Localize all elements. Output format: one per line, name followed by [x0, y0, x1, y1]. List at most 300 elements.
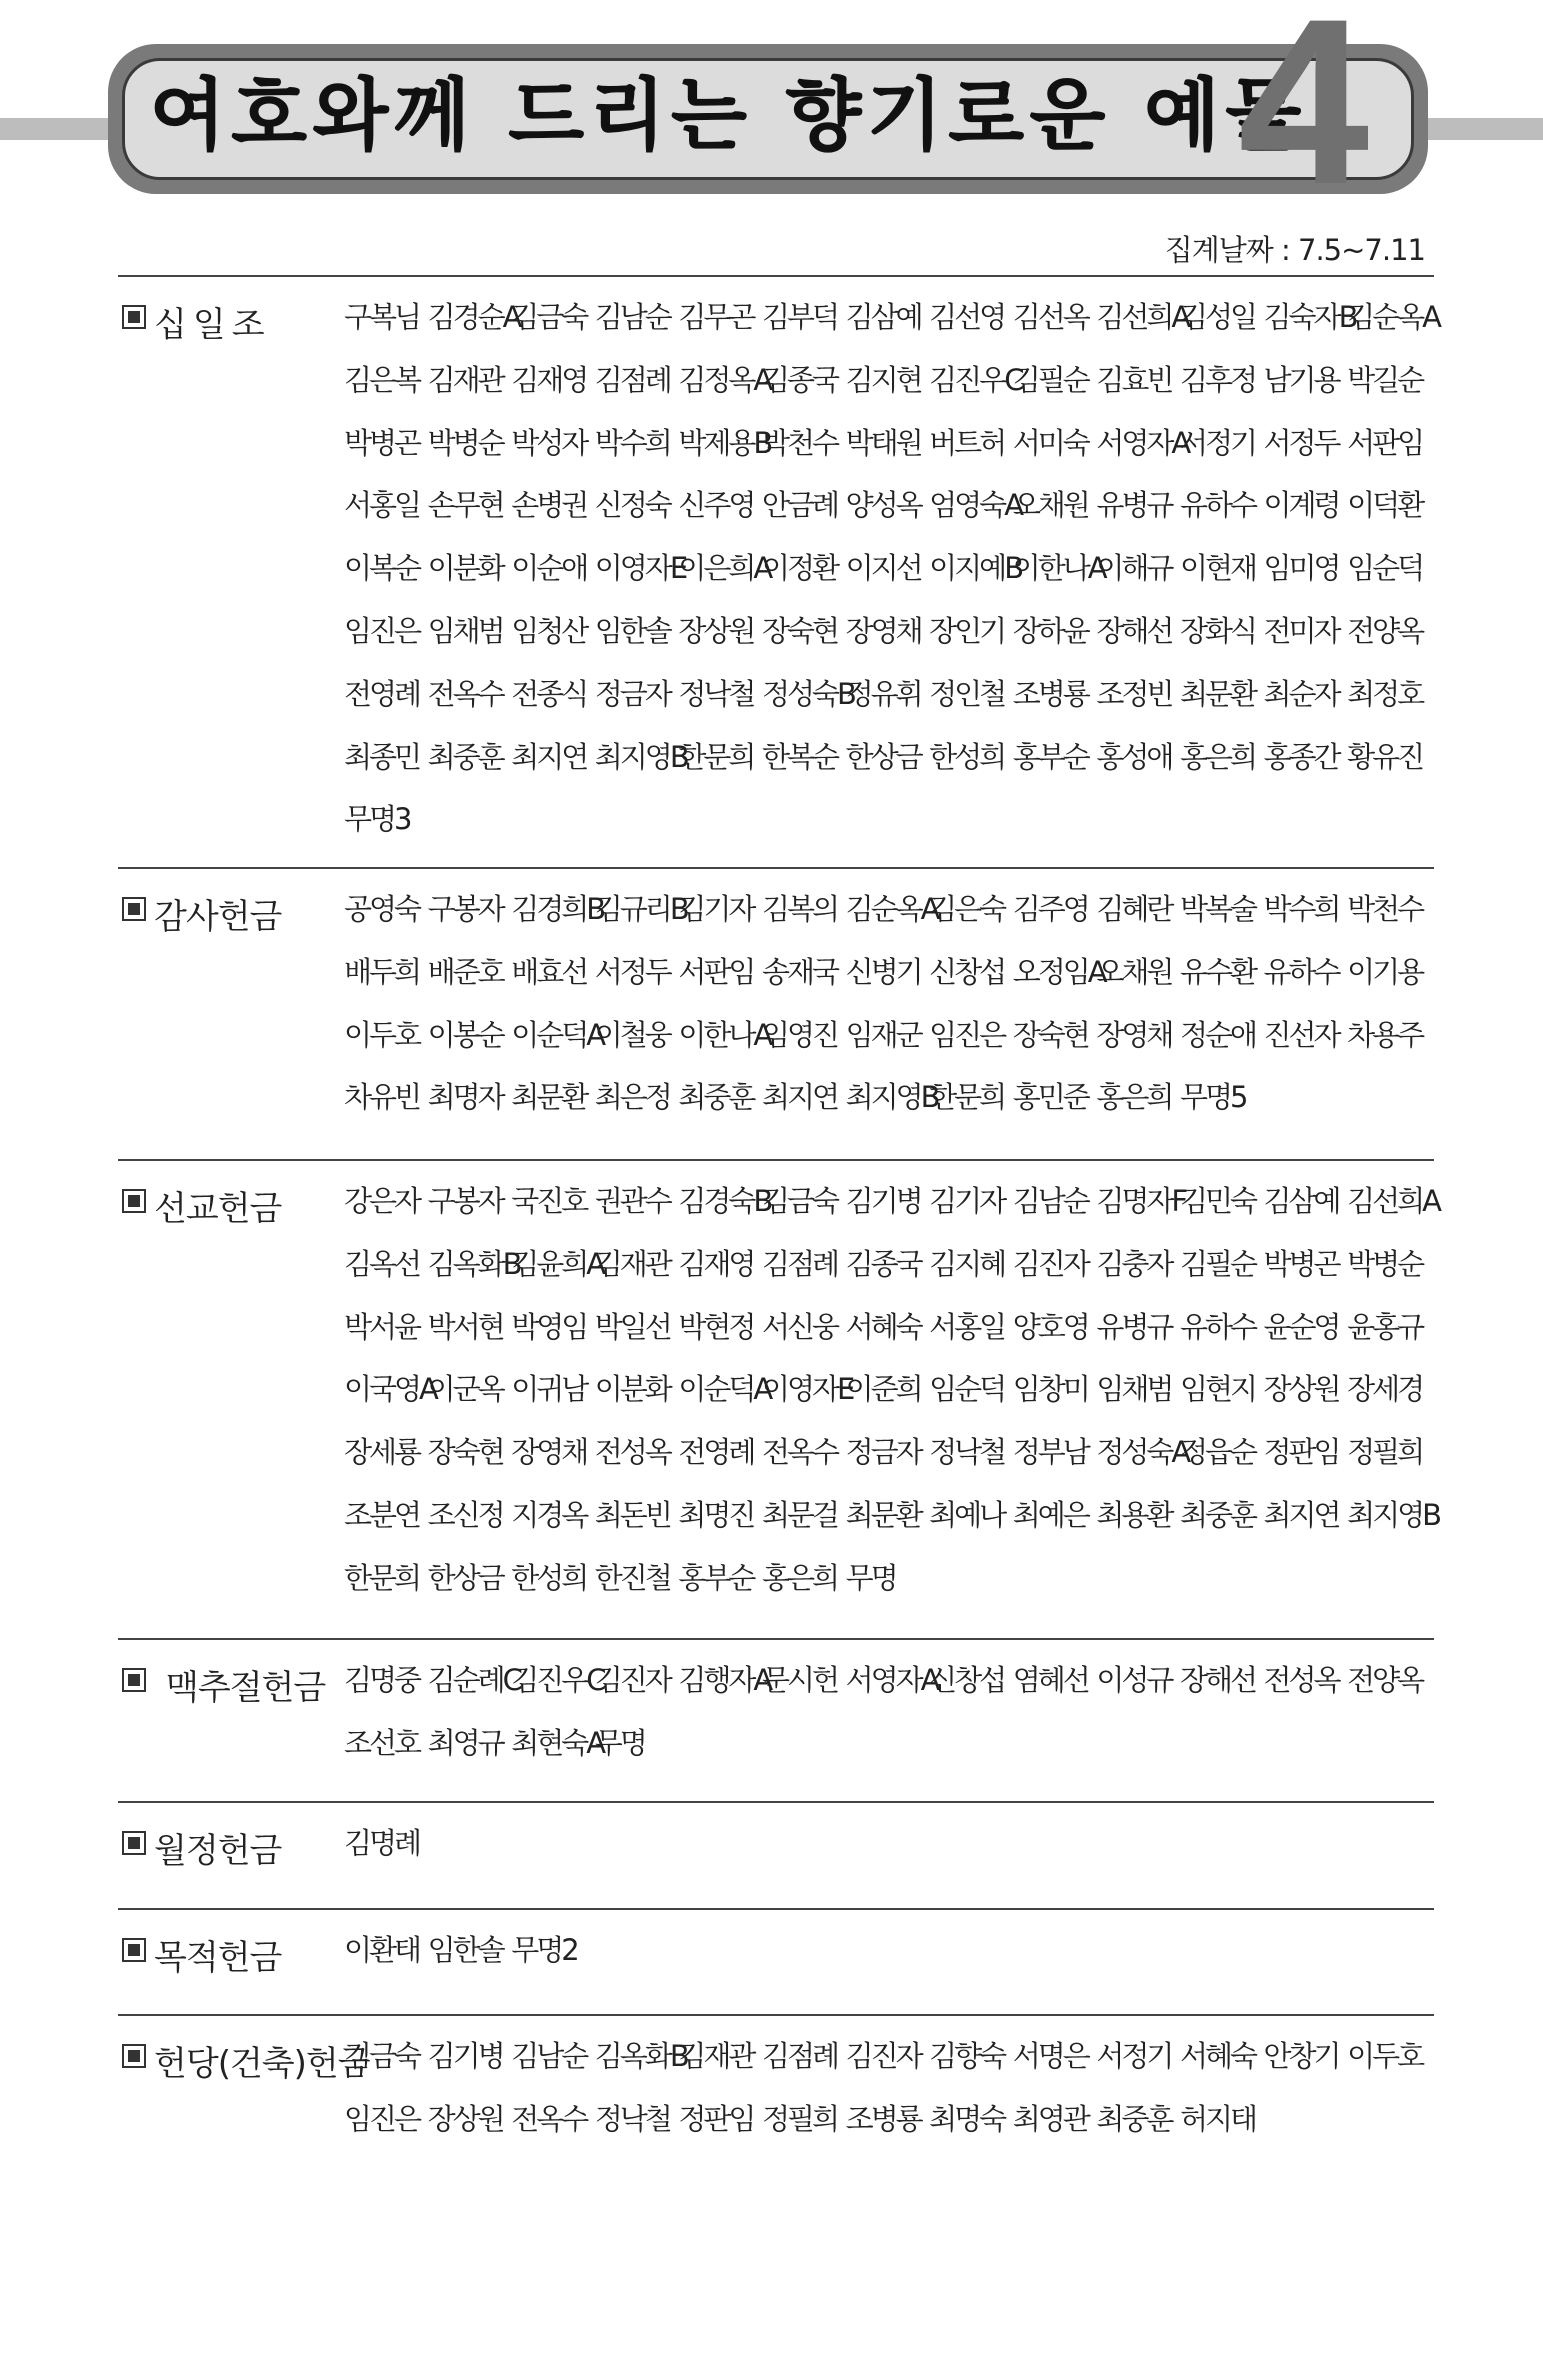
donor-name: 이순덕A: [678, 1372, 771, 1407]
donor-name: 신병기: [845, 954, 921, 989]
donor-name: 이귀남: [511, 1372, 587, 1407]
donor-name: 전미자: [1263, 613, 1339, 648]
donor-names: [344, 1910, 1434, 2014]
donor-name: 정순애: [1179, 1017, 1255, 1052]
donor-name: 정성숙B: [761, 676, 854, 711]
donor-name: 최지영B: [845, 1080, 938, 1115]
donor-name: 이국영A: [344, 1372, 436, 1407]
donor-name: 무명: [594, 1725, 645, 1760]
donor-name: 최돈빈: [594, 1497, 670, 1532]
donor-name: 박서윤: [344, 1309, 420, 1344]
donor-name: 최영관: [1012, 2101, 1088, 2136]
donor-names: [344, 1161, 1440, 1638]
donor-name: 최문걸: [761, 1497, 838, 1532]
donor-name: 장숙현: [427, 1435, 503, 1470]
donor-name: 이덕환: [1347, 488, 1423, 523]
donor-name: 김종국: [761, 362, 838, 397]
donor-name: 전성옥: [594, 1435, 670, 1470]
donor-name: 김정옥A: [678, 362, 771, 397]
donor-name: 이복순: [344, 551, 420, 586]
donor-name: 김진자: [845, 2039, 921, 2073]
donor-name: 김충자: [1096, 1246, 1172, 1281]
donor-name: 김금숙: [344, 2039, 420, 2073]
donor-name: 임현지: [1179, 1372, 1255, 1407]
donor-name: 최명진: [678, 1497, 754, 1532]
donor-name: 임청산: [511, 613, 587, 648]
donor-name: 김남순: [1012, 1184, 1088, 1218]
donor-name: 손병권: [511, 488, 587, 523]
donor-name: 서영자A: [845, 1663, 938, 1697]
donor-name: 장화식: [1179, 613, 1255, 648]
donor-name: 장상원: [1263, 1372, 1339, 1407]
donor-name: 임진은: [344, 613, 420, 648]
donor-name: 정낙철: [929, 1435, 1005, 1470]
donor-name: 김향숙: [929, 2039, 1005, 2073]
donor-name: 임창미: [1012, 1372, 1088, 1407]
donor-name: 김윤희A: [511, 1246, 604, 1281]
donor-name: 서신웅: [761, 1309, 838, 1344]
donor-name: 박서현: [427, 1309, 503, 1344]
section-label: [118, 277, 344, 867]
donor-name: 조병룡: [1012, 676, 1088, 711]
donor-name: 정부남: [1012, 1435, 1088, 1470]
donor-name: 윤홍규: [1347, 1309, 1423, 1344]
donor-name: 버트허: [929, 425, 1005, 460]
donor-name: 김재영: [511, 362, 587, 397]
donor-names: [344, 1803, 1434, 1908]
donor-name: 최지연: [1263, 1497, 1339, 1532]
donor-name: 한문희: [344, 1560, 420, 1595]
donor-name: 한상금: [845, 739, 921, 774]
donor-names: [344, 869, 1434, 1159]
donor-name: 최지연: [761, 1080, 838, 1115]
donor-name: 박태원: [845, 425, 921, 460]
donor-name: 최예나: [929, 1497, 1005, 1532]
donor-name: 안금례: [761, 488, 838, 523]
donor-name: 김필순: [1012, 362, 1088, 397]
donor-name: 전영례: [344, 676, 420, 711]
donor-name: 한문희: [678, 739, 754, 774]
donor-name: 서정두: [1263, 425, 1339, 460]
donor-name: 김삼예: [1263, 1184, 1339, 1218]
donor-name: 김성일: [1179, 300, 1255, 334]
donor-name: 김기병: [427, 2039, 503, 2073]
donor-name: 최예은: [1012, 1497, 1088, 1532]
donor-name: 서홍일: [344, 488, 420, 523]
section-missions: [118, 1159, 1440, 1638]
donor-name: 정금자: [594, 676, 670, 711]
donor-name: 최문환: [845, 1497, 921, 1532]
donor-name: 황유진: [1347, 739, 1423, 774]
donor-name: 무명5: [1179, 1080, 1246, 1115]
donor-name: 홍은희: [1096, 1080, 1172, 1115]
donor-name: 이분화: [594, 1372, 670, 1407]
donor-name: 조선호: [344, 1725, 420, 1760]
donor-name: 홍부순: [678, 1560, 754, 1595]
donor-name: 정낙철: [594, 2101, 670, 2136]
donor-name: 엄영숙A: [929, 488, 1022, 523]
donor-name: 정판임: [678, 2101, 754, 2136]
donor-name: 서혜숙: [845, 1309, 921, 1344]
donor-name: 한상금: [427, 1560, 503, 1595]
donor-name: 홍은희: [1179, 739, 1255, 774]
donor-names: [344, 277, 1440, 867]
donor-name: 김기자: [929, 1184, 1005, 1218]
donor-name: 김명중: [344, 1663, 420, 1697]
donor-name: 한진철: [594, 1560, 670, 1595]
donor-name: 박수희: [594, 425, 670, 460]
donor-name: 박성자: [511, 425, 587, 460]
donor-name: 장세룡: [344, 1435, 420, 1470]
donor-name: 유수환: [1179, 954, 1255, 989]
donor-name: 임순덕: [929, 1372, 1005, 1407]
donor-name: 전옥수: [511, 2101, 587, 2136]
donor-name: 장상원: [678, 613, 754, 648]
donor-name: 이영자E: [761, 1372, 853, 1407]
donor-name: 김경숙B: [678, 1184, 771, 1218]
donor-name: 서영자A: [1096, 425, 1189, 460]
section-label-text: 십일조: [154, 305, 271, 345]
donor-name: 양성옥: [845, 488, 921, 523]
donor-name: 홍종간: [1263, 739, 1339, 774]
donor-name: 공영숙: [344, 892, 420, 926]
donor-name: 구봉자: [427, 892, 503, 926]
donor-name: 김혜란: [1096, 892, 1172, 926]
donor-name: 안창기: [1263, 2039, 1339, 2073]
donor-name: 전종식: [511, 676, 587, 711]
donor-name: 김옥화B: [427, 1246, 520, 1281]
donor-name: 최정호: [1347, 676, 1423, 711]
donor-name: 김명례: [344, 1826, 420, 1860]
donor-name: 정읍순: [1179, 1435, 1255, 1470]
donor-name: 최지영B: [594, 739, 687, 774]
donor-name: 무명3: [344, 802, 410, 837]
donor-name: 배두희: [344, 954, 420, 989]
donor-name: 장숙현: [1012, 1017, 1088, 1052]
donor-name: 유하수: [1263, 954, 1339, 989]
donor-name: 이철웅: [594, 1017, 670, 1052]
section-label-text: 맥추절헌금: [166, 1668, 326, 1708]
section-thanksgiving: [118, 867, 1434, 1159]
donor-name: 장상원: [427, 2101, 503, 2136]
section-tithe: [118, 275, 1440, 867]
donor-name: 최용환: [1096, 1497, 1172, 1532]
donor-name: 박길순: [1347, 362, 1423, 397]
donor-name: 정인철: [929, 676, 1005, 711]
donor-name: 신창섭: [929, 1663, 1005, 1697]
donor-name: 이환태: [344, 1933, 420, 1967]
donor-name: 김필순: [1179, 1246, 1255, 1281]
donor-name: 김순옥A: [845, 892, 938, 926]
donor-name: 김선희A: [1347, 1184, 1440, 1218]
donor-name: 홍민준: [1012, 1080, 1088, 1115]
donor-name: 김옥선: [344, 1246, 420, 1281]
donor-name: 장영채: [511, 1435, 587, 1470]
donor-name: 박수희: [1263, 892, 1339, 926]
donor-name: 이한나A: [678, 1017, 771, 1052]
donor-name: 김금숙: [511, 300, 587, 334]
donor-name: 김재관: [427, 362, 503, 397]
donor-name: 임순덕: [1347, 551, 1423, 586]
donor-name: 김행자A: [678, 1663, 771, 1697]
donor-name: 국진호: [511, 1184, 587, 1218]
donor-name: 유하수: [1179, 488, 1255, 523]
section-label: [118, 2016, 370, 2184]
donor-name: 최명숙: [929, 2101, 1005, 2136]
donor-name: 서명은: [1012, 2039, 1088, 2073]
donor-name: 이봉순: [427, 1017, 503, 1052]
donor-name: 구복님: [344, 300, 420, 334]
donor-name: 최중훈: [1096, 2101, 1172, 2136]
donor-name: 임한솔: [594, 613, 670, 648]
donor-name: 장해선: [1096, 613, 1172, 648]
donor-name: 조신정: [427, 1497, 503, 1532]
donor-name: 김경희B: [511, 892, 604, 926]
donor-name: 최순자: [1263, 676, 1339, 711]
donor-name: 배효선: [511, 954, 587, 989]
donor-name: 박일선: [594, 1309, 670, 1344]
donor-name: 정성숙A: [1096, 1435, 1189, 1470]
donor-name: 박병곤: [1263, 1246, 1339, 1281]
donor-name: 양호영: [1012, 1309, 1088, 1344]
donor-name: 임채범: [1096, 1372, 1172, 1407]
donor-name: 서혜숙: [1179, 2039, 1255, 2073]
donor-names: [344, 2016, 1434, 2184]
donor-name: 이지예B: [929, 551, 1022, 586]
donor-name: 김남순: [594, 300, 670, 334]
donor-name: 임진은: [344, 2101, 420, 2136]
donor-name: 김기자: [678, 892, 754, 926]
donor-name: 신주영: [678, 488, 754, 523]
donor-name: 김은복: [344, 362, 420, 397]
donor-name: 오정임A: [1012, 954, 1105, 989]
donor-name: 김명자F: [1096, 1184, 1186, 1218]
donor-name: 신창섭: [929, 954, 1005, 989]
donor-name: 정필희: [761, 2101, 838, 2136]
donor-name: 김후정: [1179, 362, 1255, 397]
section-label: [118, 1910, 344, 2014]
donor-name: 임영진: [761, 1017, 838, 1052]
banner-rule-left: [0, 118, 120, 140]
donor-name: 전영례: [678, 1435, 754, 1470]
aggregation-date: 집계날짜 : 7.5~7.11: [1164, 233, 1425, 267]
section-designated: [118, 1908, 1434, 2014]
donor-name: 최명자: [427, 1080, 503, 1115]
donor-name: 허지태: [1179, 2101, 1255, 2136]
donor-name: 김금숙: [761, 1184, 838, 1218]
section-label-text: 감사헌금: [154, 897, 282, 937]
donor-name: 박병곤: [344, 425, 420, 460]
section-label: [118, 869, 344, 1159]
donor-name: 정필희: [1347, 1435, 1423, 1470]
donor-name: 장하윤: [1012, 613, 1088, 648]
donor-name: 권관수: [594, 1184, 670, 1218]
donor-name: 최지영B: [1347, 1497, 1440, 1532]
square-bullet-icon: [122, 1938, 146, 1962]
donor-name: 최중훈: [1179, 1497, 1255, 1532]
donor-name: 한문희: [929, 1080, 1005, 1115]
donor-name: 김선옥: [1012, 300, 1088, 334]
donor-name: 박영임: [511, 1309, 587, 1344]
donor-name: 최중훈: [427, 739, 503, 774]
donor-name: 김규리B: [594, 892, 687, 926]
section-label-text: 월정헌금: [154, 1831, 282, 1871]
donor-name: 유병규: [1096, 1309, 1172, 1344]
donor-name: 장인기: [929, 613, 1005, 648]
donor-name: 서정두: [594, 954, 670, 989]
donor-name: 임재군: [845, 1017, 921, 1052]
donor-name: 강은자: [344, 1184, 420, 1218]
donor-name: 최영규: [427, 1725, 503, 1760]
donor-name: 정금자: [845, 1435, 921, 1470]
page-number-badge: 4: [1238, 0, 1366, 234]
section-harvest: [118, 1638, 1434, 1801]
donor-name: 신정숙: [594, 488, 670, 523]
donor-name: 이현재: [1179, 551, 1255, 586]
donor-name: 최현숙A: [511, 1725, 604, 1760]
donor-name: 장영채: [1096, 1017, 1172, 1052]
square-bullet-icon: [122, 2044, 146, 2068]
donor-name: 홍부순: [1012, 739, 1088, 774]
donor-name: 김재관: [678, 2039, 754, 2073]
donor-name: 이성규: [1096, 1663, 1172, 1697]
donor-name: 지경옥: [511, 1497, 587, 1532]
donor-name: 구봉자: [427, 1184, 503, 1218]
donor-name: 박병순: [427, 425, 503, 460]
donor-name: 김순옥A: [1347, 300, 1440, 334]
donor-name: 김복의: [761, 892, 838, 926]
donor-name: 무명: [845, 1560, 896, 1595]
donor-name: 김종국: [845, 1246, 921, 1281]
section-label: [118, 1803, 344, 1908]
donor-name: 문시헌: [761, 1663, 838, 1697]
donor-name: 김순례C: [427, 1663, 520, 1697]
donor-name: 전옥수: [761, 1435, 838, 1470]
donor-name: 서정기: [1179, 425, 1255, 460]
donor-name: 김재관: [594, 1246, 670, 1281]
donor-name: 박천수: [761, 425, 838, 460]
donor-name: 박복술: [1179, 892, 1255, 926]
donor-name: 전양옥: [1347, 1663, 1423, 1697]
donor-name: 김민숙: [1179, 1184, 1255, 1218]
donor-name: 이두호: [1347, 2039, 1423, 2073]
donor-name: 오채원: [1012, 488, 1088, 523]
donor-name: 김옥화B: [594, 2039, 687, 2073]
square-bullet-icon: [122, 1189, 146, 1213]
donor-name: 유병규: [1096, 488, 1172, 523]
donor-name: 이해규: [1096, 551, 1172, 586]
donor-name: 김주영: [1012, 892, 1088, 926]
square-bullet-icon: [122, 897, 146, 921]
donor-name: 최문환: [511, 1080, 587, 1115]
donor-name: 이두호: [344, 1017, 420, 1052]
square-bullet-icon: [122, 1668, 146, 1692]
donor-name: 김선영: [929, 300, 1005, 334]
donor-name: 송재국: [761, 954, 838, 989]
donor-name: 김진우C: [929, 362, 1022, 397]
donor-name: 이은희A: [678, 551, 771, 586]
donor-name: 박천수: [1347, 892, 1423, 926]
donor-name: 서판임: [678, 954, 754, 989]
donor-name: 김재영: [678, 1246, 754, 1281]
donor-name: 임한솔: [427, 1933, 503, 1967]
donor-name: 김지혜: [929, 1246, 1005, 1281]
donor-name: 한성희: [511, 1560, 587, 1595]
donor-name: 임채범: [427, 613, 503, 648]
donor-name: 김부덕: [761, 300, 838, 334]
donor-name: 김진자: [1012, 1246, 1088, 1281]
donor-name: 김진자: [594, 1663, 670, 1697]
donor-name: 최은정: [594, 1080, 670, 1115]
donor-name: 김선희A: [1096, 300, 1189, 334]
donor-name: 임진은: [929, 1017, 1005, 1052]
square-bullet-icon: [122, 305, 146, 329]
donor-name: 김지현: [845, 362, 921, 397]
donor-name: 김점례: [594, 362, 670, 397]
donor-name: 김무곤: [678, 300, 754, 334]
donor-name: 장세경: [1347, 1372, 1423, 1407]
donor-name: 이영자E: [594, 551, 686, 586]
section-monthly: [118, 1801, 1434, 1908]
section-label: [118, 1161, 344, 1638]
donor-name: 이군옥: [427, 1372, 503, 1407]
donor-name: 서미숙: [1012, 425, 1088, 460]
donor-name: 이준희: [845, 1372, 921, 1407]
donor-name: 진선자: [1263, 1017, 1339, 1052]
donor-name: 정유휘: [845, 676, 921, 711]
donor-name: 이기용: [1347, 954, 1423, 989]
donor-name: 무명2: [511, 1933, 577, 1967]
donor-name: 최지연: [511, 739, 587, 774]
donor-name: 서홍일: [929, 1309, 1005, 1344]
donor-name: 윤순영: [1263, 1309, 1339, 1344]
donor-name: 차유빈: [344, 1080, 420, 1115]
donor-name: 조분연: [344, 1497, 420, 1532]
donor-name: 김점례: [761, 2039, 838, 2073]
donor-name: 조정빈: [1096, 676, 1172, 711]
donor-name: 유하수: [1179, 1309, 1255, 1344]
donor-name: 이순애: [511, 551, 587, 586]
donor-name: 오채원: [1096, 954, 1172, 989]
square-bullet-icon: [122, 1831, 146, 1855]
donor-name: 최문환: [1179, 676, 1255, 711]
donor-name: 박현정: [678, 1309, 754, 1344]
donor-name: 장영채: [845, 613, 921, 648]
donor-name: 조병룡: [845, 2101, 921, 2136]
section-label: [118, 1640, 344, 1801]
donor-name: 이지선: [845, 551, 921, 586]
donor-name: 임미영: [1263, 551, 1339, 586]
donor-name: 전옥수: [427, 676, 503, 711]
donor-name: 김진우C: [511, 1663, 604, 1697]
donor-name: 이분화: [427, 551, 503, 586]
donor-name: 김점례: [761, 1246, 838, 1281]
donor-name: 전양옥: [1347, 613, 1423, 648]
donor-name: 배준호: [427, 954, 503, 989]
donor-name: 장해선: [1179, 1663, 1255, 1697]
donor-name: 김남순: [511, 2039, 587, 2073]
donor-name: 이한나A: [1012, 551, 1105, 586]
donor-name: 정낙철: [678, 676, 754, 711]
donor-name: 서판임: [1347, 425, 1423, 460]
donor-name: 이계령: [1263, 488, 1339, 523]
donor-name: 서정기: [1096, 2039, 1172, 2073]
section-label-text: 목적헌금: [154, 1938, 282, 1978]
donor-name: 김효빈: [1096, 362, 1172, 397]
donor-name: 김숙자B: [1263, 300, 1356, 334]
section-label-text: 헌당(건축)헌금: [154, 2044, 370, 2084]
donor-name: 최종민: [344, 739, 420, 774]
